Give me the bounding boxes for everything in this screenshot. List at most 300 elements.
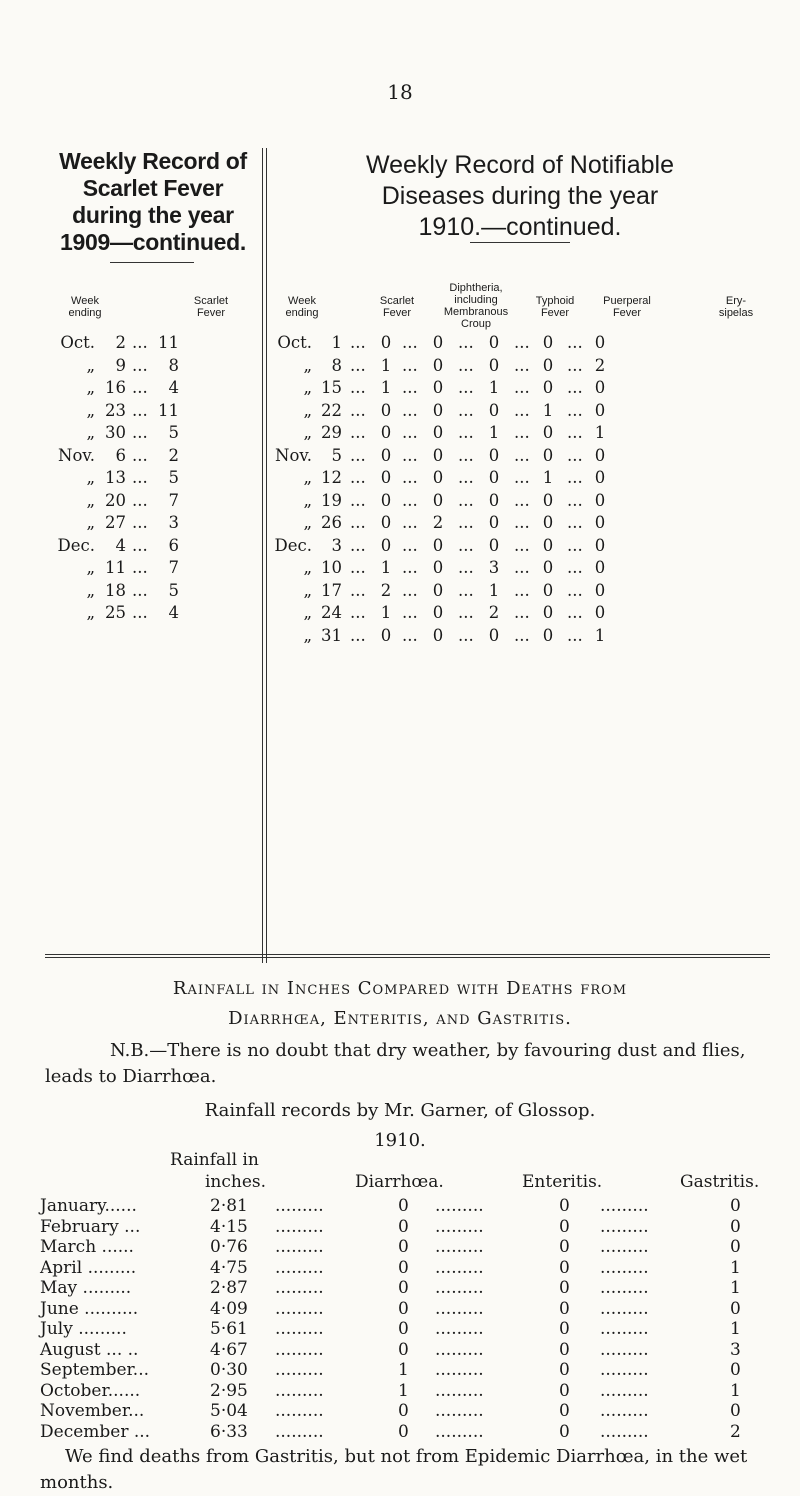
right-title-line: Weekly Record of Notifiable — [365, 151, 674, 179]
cell-puerperal: 0 — [542, 603, 554, 622]
cell-puerperal: 0 — [542, 490, 554, 510]
row-value: 4 — [168, 378, 179, 397]
leader: ... — [514, 558, 530, 577]
cell-scarlet: 0 — [380, 445, 392, 465]
cell-typhoid: 1 — [488, 378, 500, 397]
cell-typhoid: 1 — [488, 423, 500, 442]
cell-erysipelas: 0 — [594, 445, 606, 465]
leader: ......... — [600, 1196, 649, 1216]
leader: ... — [514, 445, 530, 465]
leader: ......... — [600, 1319, 649, 1339]
table-row — [55, 535, 260, 558]
table-row — [40, 1237, 780, 1258]
leader: ... — [514, 535, 530, 555]
diarrhoea-value: 0 — [398, 1401, 409, 1421]
table-row — [40, 1319, 780, 1340]
cell-scarlet: 0 — [380, 535, 392, 555]
leader: ......... — [600, 1339, 649, 1360]
leader: ... — [402, 603, 418, 622]
rain-value: 4·67 — [210, 1339, 248, 1360]
leader: ... — [458, 400, 474, 420]
diarrhoea-value: 1 — [398, 1380, 409, 1401]
leader: ......... — [275, 1196, 324, 1216]
note-paragraph: N.B.—There is no doubt that dry weather, by favouring dust and flies, leads to Diarrhœa. — [45, 1040, 746, 1087]
table-row — [55, 332, 260, 355]
cell-typhoid: 0 — [488, 625, 500, 645]
leader: ... — [458, 468, 474, 487]
leader: ... — [402, 378, 418, 397]
divider — [470, 242, 570, 243]
leader: ... — [514, 580, 530, 600]
leader: ... — [567, 558, 583, 577]
diarrhoea-value: 0 — [398, 1298, 409, 1319]
row-month: „ — [86, 378, 95, 397]
table-row — [270, 625, 770, 648]
rain-value: 2·81 — [210, 1196, 248, 1216]
table-row — [40, 1278, 780, 1299]
page-number: 18 — [387, 80, 413, 104]
table-row — [55, 422, 260, 445]
leader: ... — [402, 535, 418, 555]
row-month: „ — [303, 468, 312, 487]
leader: ......... — [435, 1216, 484, 1237]
cell-typhoid: 2 — [488, 603, 500, 622]
rain-month: December ... — [40, 1421, 151, 1442]
cell-typhoid: 0 — [488, 490, 500, 510]
diarrhoea-value: 0 — [398, 1257, 409, 1278]
leader: ... — [132, 423, 148, 442]
leader: ... — [402, 333, 418, 352]
cell-typhoid: 0 — [488, 513, 500, 532]
leader: ... — [402, 445, 418, 465]
leader: ... — [350, 603, 366, 622]
rain-value: 4·09 — [210, 1298, 248, 1319]
cell-erysipelas: 0 — [594, 378, 606, 397]
gastritis-value: 0 — [730, 1196, 741, 1216]
table-row — [40, 1401, 780, 1422]
leader: ... — [402, 558, 418, 577]
row-month: „ — [86, 423, 95, 442]
leader: ......... — [435, 1319, 484, 1339]
leader: ......... — [600, 1380, 649, 1401]
cell-puerperal: 0 — [542, 513, 554, 532]
row-month: Oct. — [277, 333, 312, 352]
row-day: 27 — [105, 513, 126, 532]
leader: ... — [514, 603, 530, 622]
rain-month: June .......... — [40, 1298, 139, 1319]
leader: ... — [514, 355, 530, 375]
rain-month: September... — [40, 1360, 150, 1380]
cell-typhoid: 0 — [488, 445, 500, 465]
cell-diphtheria: 0 — [432, 625, 444, 645]
cell-diphtheria: 2 — [432, 513, 444, 532]
enteritis-value: 0 — [559, 1298, 570, 1319]
table-row — [270, 400, 770, 423]
row-month: Nov. — [58, 445, 95, 465]
rain-value: 4·75 — [210, 1257, 248, 1278]
left-header-scarlet: Scarlet Fever — [193, 295, 229, 319]
leader: ......... — [275, 1298, 324, 1319]
leader: ... — [567, 355, 583, 375]
left-table-body — [55, 332, 260, 625]
cell-scarlet: 2 — [380, 580, 392, 600]
leader: ... — [402, 490, 418, 510]
leader: ... — [402, 513, 418, 532]
row-month: „ — [86, 558, 95, 577]
cell-puerperal: 0 — [542, 558, 554, 577]
leader: ......... — [600, 1237, 649, 1257]
leader: ... — [458, 490, 474, 510]
row-month: Dec. — [274, 535, 312, 555]
table-row — [40, 1299, 780, 1320]
table-row — [40, 1422, 780, 1443]
diarrhoea-value: 0 — [398, 1421, 409, 1442]
cell-puerperal: 0 — [542, 580, 554, 600]
leader: ... — [514, 513, 530, 532]
rain-value: 2·87 — [210, 1278, 248, 1298]
cell-typhoid: 1 — [488, 580, 500, 600]
cell-erysipelas: 0 — [594, 513, 606, 532]
row-month: „ — [86, 400, 95, 420]
cell-puerperal: 0 — [542, 333, 554, 352]
rain-month: April ......... — [40, 1257, 137, 1278]
cell-puerperal: 1 — [542, 400, 554, 420]
leader: ... — [350, 558, 366, 577]
enteritis-value: 0 — [559, 1421, 570, 1442]
enteritis-value: 0 — [559, 1360, 570, 1380]
table-row — [55, 377, 260, 400]
leader: ... — [402, 468, 418, 487]
cell-erysipelas: 0 — [594, 468, 606, 487]
row-day: 10 — [321, 558, 342, 577]
leader: ... — [567, 603, 583, 622]
cell-scarlet: 1 — [380, 558, 392, 577]
left-title-line: during the year — [72, 202, 234, 228]
row-value: 2 — [168, 445, 179, 465]
cell-puerperal: 1 — [542, 468, 554, 487]
row-month: „ — [303, 355, 312, 375]
leader: ......... — [275, 1278, 324, 1298]
gastritis-value: 0 — [730, 1360, 741, 1380]
leader: ... — [350, 333, 366, 352]
table-row — [270, 422, 770, 445]
table-row — [270, 580, 770, 603]
row-month: „ — [86, 490, 95, 510]
leader: ......... — [435, 1196, 484, 1216]
gastritis-value: 1 — [730, 1278, 741, 1298]
diarrhoea-header: Diarrhœa. — [355, 1172, 444, 1192]
enteritis-value: 0 — [559, 1401, 570, 1421]
leader: ......... — [275, 1401, 324, 1421]
leader: ... — [132, 513, 148, 532]
diarrhoea-value: 0 — [398, 1216, 409, 1237]
row-value: 3 — [168, 513, 179, 532]
leader: ... — [350, 625, 366, 645]
leader: ... — [350, 468, 366, 487]
enteritis-header: Enteritis. — [522, 1172, 603, 1192]
cell-erysipelas: 0 — [594, 535, 606, 555]
leader: ... — [132, 355, 148, 375]
table-row — [55, 445, 260, 468]
leader: ......... — [275, 1216, 324, 1237]
cell-erysipelas: 1 — [594, 423, 606, 442]
gastritis-value: 1 — [730, 1380, 741, 1401]
row-value: 4 — [168, 603, 179, 622]
leader: ... — [458, 333, 474, 352]
enteritis-value: 0 — [559, 1237, 570, 1257]
leader: ... — [402, 580, 418, 600]
table-row — [270, 557, 770, 580]
row-day: 25 — [105, 603, 126, 622]
cell-puerperal: 0 — [542, 625, 554, 645]
leader: ... — [458, 423, 474, 442]
row-month: „ — [303, 558, 312, 577]
table-row — [40, 1217, 780, 1238]
row-month: Oct. — [60, 333, 95, 352]
table-row — [270, 467, 770, 490]
rain-value: 0·30 — [210, 1360, 248, 1380]
rain-month: July ......... — [40, 1319, 127, 1339]
leader: ... — [514, 468, 530, 487]
leader: ......... — [600, 1278, 649, 1298]
gastritis-value: 0 — [730, 1298, 741, 1319]
row-day: 18 — [105, 580, 126, 600]
row-day: 29 — [321, 423, 342, 442]
leader: ... — [458, 625, 474, 645]
leader: ... — [458, 603, 474, 622]
leader: ... — [350, 513, 366, 532]
leader: ... — [132, 558, 148, 577]
leader: ......... — [600, 1298, 649, 1319]
cell-diphtheria: 0 — [432, 558, 444, 577]
cell-diphtheria: 0 — [432, 400, 444, 420]
row-month: „ — [303, 423, 312, 442]
rainfall-table — [40, 1196, 780, 1442]
table-row — [55, 557, 260, 580]
leader: ... — [350, 535, 366, 555]
leader: ......... — [600, 1401, 649, 1421]
leader: ......... — [600, 1216, 649, 1237]
leader: ......... — [600, 1421, 649, 1442]
gastritis-value: 0 — [730, 1401, 741, 1421]
cell-scarlet: 0 — [380, 490, 392, 510]
leader: ... — [132, 603, 148, 622]
leader: ... — [567, 490, 583, 510]
leader: ... — [567, 535, 583, 555]
leader: ... — [350, 445, 366, 465]
cell-diphtheria: 0 — [432, 490, 444, 510]
leader: ......... — [275, 1237, 324, 1257]
leader: ......... — [435, 1278, 484, 1298]
row-value: 5 — [168, 580, 179, 600]
row-value: 7 — [168, 490, 179, 510]
cell-scarlet: 0 — [380, 400, 392, 420]
leader: ... — [132, 490, 148, 510]
row-month: „ — [303, 580, 312, 600]
row-month: Dec. — [57, 535, 95, 555]
cell-erysipelas: 0 — [594, 333, 606, 352]
leader: ... — [402, 625, 418, 645]
row-value: 7 — [168, 558, 179, 577]
row-day: 15 — [321, 378, 342, 397]
cell-erysipelas: 0 — [594, 603, 606, 622]
cell-diphtheria: 0 — [432, 580, 444, 600]
row-day: 20 — [105, 490, 126, 510]
right-header-diphtheria: Diphtheria, including Membranous Croup — [443, 282, 509, 330]
row-day: 9 — [115, 355, 126, 375]
row-day: 8 — [331, 355, 342, 375]
cell-puerperal: 0 — [542, 445, 554, 465]
table-row — [55, 512, 260, 535]
row-day: 19 — [321, 490, 342, 510]
leader: ... — [458, 513, 474, 532]
row-day: 31 — [321, 625, 342, 645]
left-title-line: Weekly Record of — [59, 148, 247, 174]
table-row — [40, 1381, 780, 1402]
rain-month: August ... .. — [40, 1339, 139, 1360]
cell-typhoid: 0 — [488, 333, 500, 352]
row-day: 17 — [321, 580, 342, 600]
leader: ... — [350, 355, 366, 375]
cell-typhoid: 0 — [488, 535, 500, 555]
records-line: Rainfall records by Mr. Garner, of Glossop. — [204, 1100, 596, 1121]
cell-typhoid: 0 — [488, 400, 500, 420]
rain-month: November... — [40, 1401, 145, 1421]
table-row — [270, 332, 770, 355]
cell-scarlet: 1 — [380, 378, 392, 397]
row-month: Nov. — [275, 445, 312, 465]
leader: ... — [567, 423, 583, 442]
rain-value: 5·04 — [210, 1401, 248, 1421]
row-day: 12 — [321, 468, 342, 487]
rain-header: inches. — [205, 1172, 267, 1192]
leader: ......... — [435, 1360, 484, 1380]
enteritis-value: 0 — [559, 1216, 570, 1237]
right-header-erysipelas: Ery-sipelas — [718, 295, 754, 319]
rain-value: 6·33 — [210, 1421, 248, 1442]
section-title: Diarrhœa, Enteritis, and Gastritis. — [228, 1008, 572, 1029]
diarrhoea-value: 1 — [398, 1360, 409, 1380]
closing-paragraph: We find deaths from Gastritis, but not from Epidemic Diarrhœa, in the wet months. — [40, 1446, 748, 1493]
cell-scarlet: 0 — [380, 468, 392, 487]
gastritis-value: 1 — [730, 1319, 741, 1339]
row-day: 11 — [105, 558, 126, 577]
row-day: 4 — [115, 535, 126, 555]
row-month: „ — [303, 625, 312, 645]
row-month: „ — [86, 468, 95, 487]
row-day: 22 — [321, 400, 342, 420]
row-value: 11 — [158, 333, 179, 352]
cell-diphtheria: 0 — [432, 423, 444, 442]
gastritis-value: 1 — [730, 1257, 741, 1278]
section-title: Rainfall in Inches Compared with Deaths from — [172, 978, 628, 999]
diarrhoea-value: 0 — [398, 1339, 409, 1360]
diarrhoea-value: 0 — [398, 1278, 409, 1298]
table-row — [55, 355, 260, 378]
rain-value: 5·61 — [210, 1319, 248, 1339]
cell-erysipelas: 0 — [594, 400, 606, 420]
rain-month: May ......... — [40, 1278, 132, 1298]
rain-month: October...... — [40, 1380, 141, 1401]
enteritis-value: 0 — [559, 1319, 570, 1339]
year-label: 1910. — [374, 1130, 426, 1151]
row-value: 6 — [168, 535, 179, 555]
gastritis-value: 3 — [730, 1339, 741, 1360]
enteritis-value: 0 — [559, 1278, 570, 1298]
enteritis-value: 0 — [559, 1339, 570, 1360]
table-row — [40, 1340, 780, 1361]
row-day: 6 — [115, 445, 126, 465]
right-header-typhoid: Typhoid Fever — [535, 295, 575, 319]
gastritis-header: Gastritis. — [680, 1172, 760, 1192]
right-title-line: Diseases during the year — [381, 182, 659, 210]
cell-diphtheria: 0 — [432, 355, 444, 375]
row-month: „ — [86, 580, 95, 600]
row-value: 5 — [168, 423, 179, 442]
cell-typhoid: 0 — [488, 355, 500, 375]
leader: ... — [402, 423, 418, 442]
rain-value: 0·76 — [210, 1237, 248, 1257]
leader: ......... — [435, 1237, 484, 1257]
leader: ... — [458, 580, 474, 600]
right-header-week: Week ending — [285, 295, 319, 319]
table-row — [40, 1360, 780, 1381]
table-row — [55, 580, 260, 603]
leader: ......... — [275, 1319, 324, 1339]
row-value: 5 — [168, 468, 179, 487]
leader: ... — [567, 333, 583, 352]
table-row — [270, 355, 770, 378]
gastritis-value: 0 — [730, 1216, 741, 1237]
row-month: „ — [86, 603, 95, 622]
rain-month: January...... — [40, 1196, 137, 1216]
row-month: „ — [86, 355, 95, 375]
enteritis-value: 0 — [559, 1380, 570, 1401]
cell-puerperal: 0 — [542, 535, 554, 555]
table-row — [270, 535, 770, 558]
table-row — [40, 1258, 780, 1279]
right-header-scarlet: Scarlet Fever — [379, 295, 415, 319]
column-divider — [266, 148, 267, 963]
left-table-title — [58, 148, 248, 256]
column-divider — [262, 148, 263, 963]
row-day: 26 — [321, 513, 342, 532]
leader: ......... — [275, 1421, 324, 1442]
leader: ......... — [435, 1401, 484, 1421]
leader: ... — [350, 580, 366, 600]
leader: ... — [514, 625, 530, 645]
leader: ......... — [275, 1380, 324, 1401]
cell-diphtheria: 0 — [432, 468, 444, 487]
cell-scarlet: 0 — [380, 333, 392, 352]
cell-erysipelas: 1 — [594, 625, 606, 645]
cell-erysipelas: 2 — [594, 355, 606, 375]
leader: ......... — [435, 1298, 484, 1319]
right-header-puerperal: Puerperal Fever — [603, 295, 651, 319]
cell-puerperal: 0 — [542, 378, 554, 397]
cell-typhoid: 0 — [488, 468, 500, 487]
leader: ... — [350, 423, 366, 442]
leader: ......... — [600, 1257, 649, 1278]
leader: ... — [458, 378, 474, 397]
table-row — [55, 400, 260, 423]
row-month: „ — [303, 603, 312, 622]
left-header-week: Week ending — [68, 295, 102, 319]
leader: ... — [132, 468, 148, 487]
leader: ... — [350, 490, 366, 510]
enteritis-value: 0 — [559, 1196, 570, 1216]
rain-header: Rainfall in — [170, 1150, 259, 1170]
